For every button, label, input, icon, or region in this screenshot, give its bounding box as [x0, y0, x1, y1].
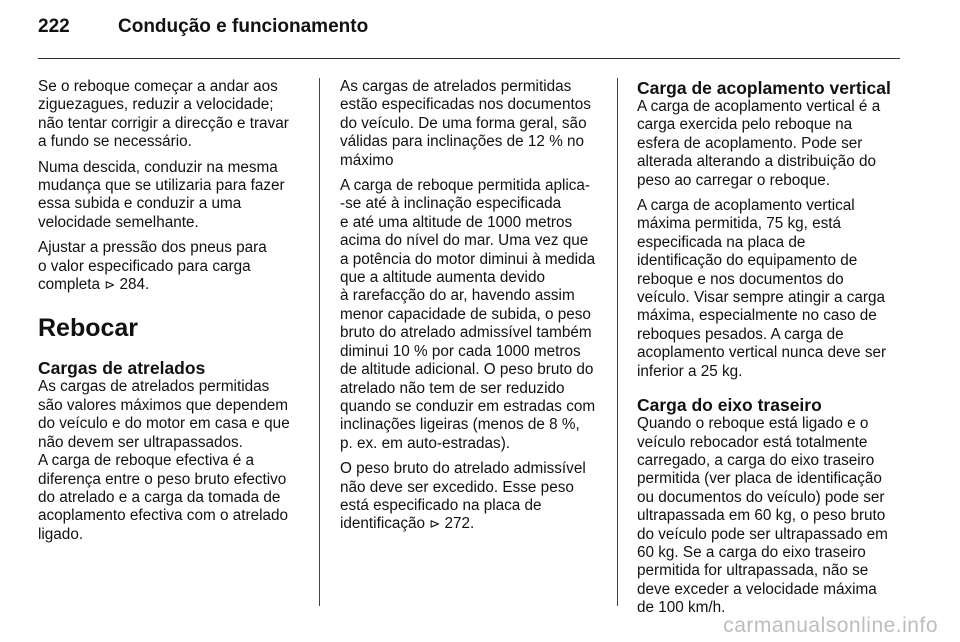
text-line: deve exceder a velocidade máxima — [637, 580, 877, 598]
text-line: são valores máximos que dependem — [38, 396, 288, 414]
text-line: A carga de reboque permitida aplica- — [340, 177, 591, 195]
column-divider-2 — [617, 78, 618, 606]
text-line: acoplamento vertical nunca deve ser — [637, 344, 887, 362]
text-line: especificada na placa de — [637, 233, 806, 251]
text-line: e até uma altitude de 1000 metros — [340, 213, 573, 231]
text-line: reboques pesados. A carga de — [637, 325, 844, 343]
page-reference-arrow-icon: ⊳ — [104, 277, 116, 293]
text-line: Numa descida, conduzir na mesma — [38, 158, 278, 176]
paragraph-permitted-loads — [340, 78, 606, 170]
text-line: -se até à inclinação especificada — [340, 195, 562, 213]
text-line: veículo rebocador está totalmente — [637, 433, 868, 451]
text-line: do atrelado e a carga da tomada de — [38, 488, 281, 506]
text-line: velocidade semelhante. — [38, 213, 199, 231]
text-line: peso ao carregar o reboque. — [637, 171, 831, 189]
paragraph-altitude — [340, 177, 606, 453]
text-line: o valor especificado para carga — [38, 257, 251, 275]
text-line: válidas para inclinações de 12 % no — [340, 133, 585, 151]
text-line: permitida (ver placa de identificação — [637, 470, 882, 488]
text-line: ou documentos do veículo) pode ser — [637, 488, 885, 506]
text-line: máxima permitida, 75 kg, está — [637, 215, 842, 233]
text-line: identificação do equipamento de — [637, 252, 858, 270]
text-line: Quando o reboque está ligado e o — [637, 415, 869, 433]
page-number: 222 — [38, 16, 70, 37]
column-divider-1 — [319, 78, 320, 606]
text-line: Se o reboque começar a andar aos — [38, 78, 278, 95]
section-title: Condução e funcionamento — [118, 16, 369, 37]
column-2 — [340, 78, 606, 541]
text-line: não deve ser excedido. Esse peso — [340, 478, 574, 496]
text-line: Ajustar a pressão dos pneus para — [38, 239, 267, 257]
text-line: não tentar corrigir a direcção e travar — [38, 114, 289, 132]
text-line: quando se conduzir em estradas com — [340, 397, 596, 415]
heading-carga-acoplamento-vertical: Carga de acoplamento vertical — [637, 78, 891, 98]
paragraph-tyre-pressure — [38, 239, 310, 294]
watermark: carmanualsonline.info — [723, 614, 938, 637]
paragraph-zigzag — [38, 78, 310, 152]
page-reference-arrow-icon: ⊳ — [429, 516, 441, 532]
paragraph-gross-weight — [340, 460, 606, 534]
text-line: carregado, a carga do eixo traseiro — [637, 451, 875, 469]
text-line: carga exercida pelo reboque na — [637, 116, 853, 134]
page-reference-link[interactable]: 272. — [444, 515, 475, 533]
text-line: O peso bruto do atrelado admissível — [340, 460, 586, 478]
text-line: a potência do motor diminui à medida — [340, 250, 596, 268]
text-line: 60 kg. Se a carga do eixo traseiro — [637, 543, 866, 561]
text-line: de 100 km/h. — [637, 599, 726, 617]
paragraph-rear-axle — [637, 415, 903, 617]
text-line: ultrapassada em 60 kg, o peso bruto — [637, 507, 886, 525]
text-line: permitida for ultrapassada, não se — [637, 562, 869, 580]
text-line: A carga de acoplamento vertical — [637, 197, 855, 215]
text-line: esfera de acoplamento. Pode ser — [637, 134, 863, 152]
paragraph-coupling-load-max — [637, 197, 903, 381]
text-line: diminui 10 % por cada 1000 metros — [340, 342, 581, 360]
header-rule — [38, 58, 900, 59]
paragraph-coupling-load-def — [637, 98, 903, 190]
text-line: ligado. — [38, 525, 84, 543]
text-line: não devem ser ultrapassados. — [38, 433, 243, 451]
text-line: p. ex. em auto-estradas). — [340, 434, 511, 452]
text-line-with-reference — [340, 515, 606, 533]
text-line: do veículo. De uma forma geral, são — [340, 114, 587, 132]
text-line: acoplamento efectiva com o atrelado — [38, 507, 288, 525]
text-line: alterada alterando a distribuição do — [637, 153, 876, 171]
text-line: está especificado na placa de — [340, 496, 542, 514]
text-line: A carga de acoplamento vertical é a — [637, 98, 881, 115]
heading-carga-eixo-traseiro: Carga do eixo traseiro — [637, 395, 822, 416]
heading-cargas-de-atrelados: Cargas de atrelados — [38, 358, 206, 379]
text-line: bruto do atrelado admissível também — [340, 324, 592, 342]
text-line: veículo. Visar sempre atingir a carga — [637, 289, 885, 307]
text-line: inferior a 25 kg. — [637, 362, 743, 380]
text-line: mudança que se utilizaria para fazer — [38, 177, 285, 195]
text-line: ziguezagues, reduzir a velocidade; — [38, 96, 274, 114]
text-line: inclinações ligeiras (menos de 8 %, — [340, 416, 580, 434]
text-line: As cargas de atrelados permitidas — [38, 378, 270, 396]
text-fragment: completa — [38, 276, 105, 294]
paragraph-descent — [38, 159, 310, 233]
text-line: máximo — [340, 151, 394, 169]
text-line: acima do nível do mar. Uma vez que — [340, 232, 589, 250]
column-1 — [38, 78, 310, 551]
text-line: que a altitude aumenta devido — [340, 269, 545, 287]
text-line: As cargas de atrelados permitidas — [340, 78, 572, 95]
page-header — [38, 16, 368, 48]
text-line: à rarefacção do ar, havendo assim — [340, 287, 575, 305]
text-line: de altitude adicional. O peso bruto do — [340, 361, 594, 379]
paragraph-trailer-loads — [38, 378, 310, 544]
column-3 — [637, 78, 903, 625]
text-line: reboque e nos documentos do — [637, 270, 844, 288]
text-line: A carga de reboque efectiva é a — [38, 452, 255, 470]
text-line: do veículo e do motor em casa e que — [38, 415, 290, 433]
text-line-with-reference — [38, 276, 310, 294]
text-line: diferença entre o peso bruto efectivo — [38, 470, 287, 488]
text-line: essa subida e conduzir a uma — [38, 195, 242, 213]
heading-rebocar: Rebocar — [38, 314, 139, 343]
text-fragment: identificação — [340, 515, 430, 533]
text-line: a fundo se necessário. — [38, 133, 192, 151]
text-line: máxima, especialmente no caso de — [637, 307, 877, 325]
page-reference-link[interactable]: 284. — [119, 276, 150, 294]
text-line: do veículo pode ser ultrapassado em — [637, 525, 888, 543]
text-line: estão especificadas nos documentos — [340, 96, 591, 114]
text-line: menor capacidade de subida, o peso — [340, 305, 591, 323]
text-line: atrelado não tem de ser reduzido — [340, 379, 565, 397]
